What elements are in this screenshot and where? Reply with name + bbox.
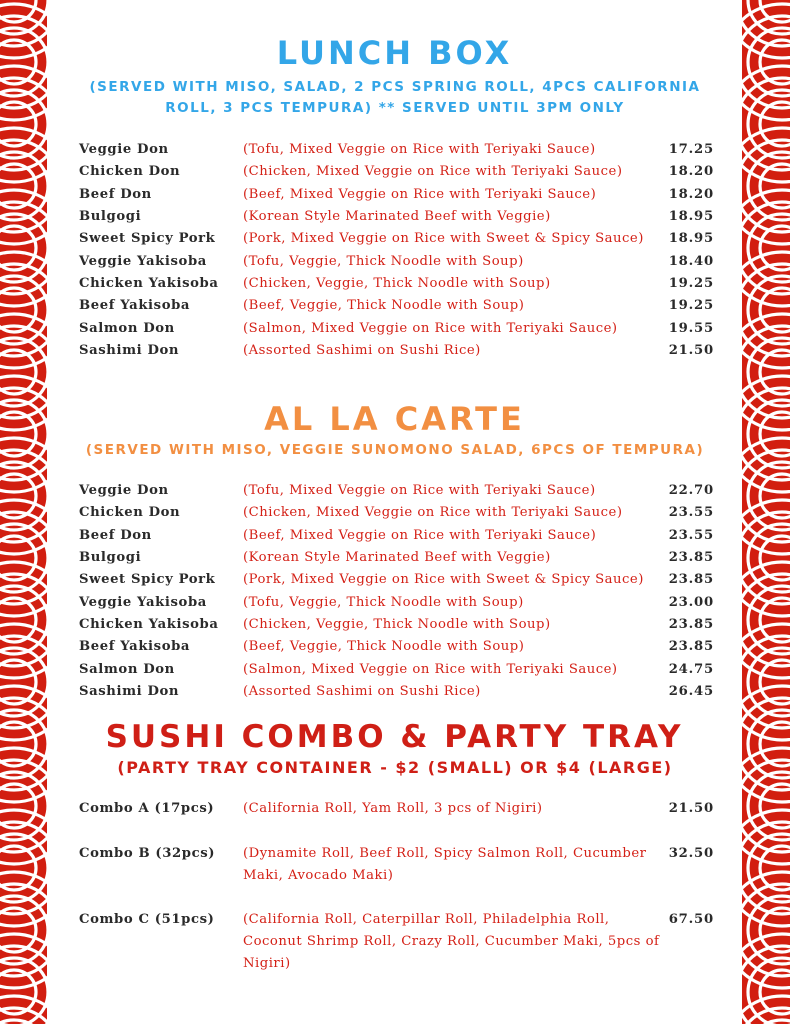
menu-item-name: Veggie Yakisoba bbox=[79, 253, 207, 269]
menu-item-name: Chicken Yakisoba bbox=[79, 276, 219, 292]
menu-item-description: (Beef, Veggie, Thick Noodle with Soup) bbox=[243, 639, 525, 655]
menu-item-price: 24.75 bbox=[668, 661, 714, 677]
menu-item-row bbox=[79, 206, 714, 228]
combo-item-price: 32.50 bbox=[668, 846, 714, 861]
menu-item-price: 18.20 bbox=[668, 186, 714, 202]
menu-item-description: (Salmon, Mixed Veggie on Rice with Teriyaki Sauce) bbox=[243, 320, 618, 336]
menu-item-row bbox=[79, 502, 714, 524]
menu-item-description: (Tofu, Mixed Veggie on Rice with Teriyaki Sauce) bbox=[243, 142, 596, 157]
menu-item-row bbox=[79, 139, 714, 161]
menu-item-description: (Salmon, Mixed Veggie on Rice with Teriyaki Sauce) bbox=[243, 661, 618, 677]
menu-item-description: (Assorted Sashimi on Sushi Rice) bbox=[243, 343, 481, 359]
menu-item-name: Veggie Yakisoba bbox=[79, 594, 207, 610]
menu-item-price: 21.50 bbox=[668, 343, 714, 359]
menu-item-name: Beef Don bbox=[79, 527, 152, 543]
menu-item-description: (Beef, Mixed Veggie on Rice with Teriyaki Sauce) bbox=[243, 186, 597, 202]
menu-item-row bbox=[79, 295, 714, 317]
menu-item-row bbox=[79, 614, 714, 636]
menu-item-row bbox=[79, 273, 714, 295]
menu-item-price: 17.25 bbox=[668, 142, 714, 157]
menu-item-name: Veggie Don bbox=[79, 483, 169, 498]
menu-item-name: Bulgogi bbox=[79, 550, 142, 566]
menu-item-price: 23.85 bbox=[668, 639, 714, 655]
menu-item-name: Salmon Don bbox=[79, 320, 175, 336]
combo-item-price: 67.50 bbox=[668, 912, 714, 927]
combo-item-price: 21.50 bbox=[668, 801, 714, 816]
menu-item-row bbox=[79, 340, 714, 362]
menu-item-name: Sashimi Don bbox=[79, 343, 180, 359]
a-la-carte-subtitle: (SERVED WITH MISO, VEGGIE SUNOMONO SALAD, 6PCS OF TEMPURA) bbox=[85, 442, 705, 458]
wave-pattern-right bbox=[742, 0, 790, 1024]
left-wave-border bbox=[0, 0, 47, 1024]
combo-item-name: Combo B (32pcs) bbox=[79, 846, 216, 861]
menu-item-description: (Beef, Mixed Veggie on Rice with Teriyaki Sauce) bbox=[243, 527, 597, 543]
menu-item-price: 23.55 bbox=[668, 527, 714, 543]
menu-item-row bbox=[79, 184, 714, 206]
menu-item-row bbox=[79, 480, 714, 502]
menu-item-row bbox=[79, 161, 714, 183]
menu-item-name: Salmon Don bbox=[79, 661, 175, 677]
menu-item-description: (Tofu, Veggie, Thick Noodle with Soup) bbox=[243, 253, 524, 269]
combo-item-name: Combo A (17pcs) bbox=[79, 801, 215, 816]
sushi-combo-title: SUSHI COMBO & PARTY TRAY bbox=[105, 719, 684, 755]
menu-item-name: Sweet Spicy Pork bbox=[79, 572, 216, 588]
menu-item-description: (Chicken, Mixed Veggie on Rice with Teriyaki Sauce) bbox=[243, 164, 623, 180]
menu-item-price: 26.45 bbox=[668, 684, 714, 700]
menu-item-row bbox=[79, 636, 714, 658]
menu-item-description: (Chicken, Mixed Veggie on Rice with Teriyaki Sauce) bbox=[243, 505, 623, 521]
menu-item-row bbox=[79, 318, 714, 340]
menu-item-name: Beef Yakisoba bbox=[79, 298, 191, 314]
menu-item-row bbox=[79, 228, 714, 250]
menu-item-description: (Tofu, Mixed Veggie on Rice with Teriyaki Sauce) bbox=[243, 483, 596, 498]
menu-item-name: Chicken Yakisoba bbox=[79, 617, 219, 633]
menu-item-name: Bulgogi bbox=[79, 209, 142, 225]
combo-item-name: Combo C (51pcs) bbox=[79, 912, 215, 927]
menu-item-row bbox=[79, 525, 714, 547]
menu-item-name: Sashimi Don bbox=[79, 684, 180, 700]
menu-item-name: Beef Don bbox=[79, 186, 152, 202]
a-la-carte-title: AL LA CARTE bbox=[264, 400, 525, 438]
menu-item-name: Veggie Don bbox=[79, 142, 169, 157]
menu-item-name: Chicken Don bbox=[79, 164, 181, 180]
menu-item-description: (Assorted Sashimi on Sushi Rice) bbox=[243, 684, 481, 700]
menu-item-price: 18.95 bbox=[668, 231, 714, 247]
menu-item-row bbox=[79, 569, 714, 591]
menu-item-price: 23.85 bbox=[668, 617, 714, 633]
menu-item-row bbox=[79, 547, 714, 569]
wave-pattern-left bbox=[0, 0, 47, 1024]
combo-item-description: (California Roll, Yam Roll, 3 pcs of Nigiri) bbox=[243, 801, 543, 816]
menu-item-description: (Pork, Mixed Veggie on Rice with Sweet & Spicy Sauce) bbox=[243, 231, 644, 247]
menu-item-description: (Pork, Mixed Veggie on Rice with Sweet & Spicy Sauce) bbox=[243, 572, 644, 588]
menu-item-name: Sweet Spicy Pork bbox=[79, 231, 216, 247]
lunch-box-title: LUNCH BOX bbox=[276, 34, 513, 72]
lunch-box-subtitle-line2: ROLL, 3 PCS TEMPURA) ** SERVED UNTIL 3PM ONLY bbox=[165, 100, 625, 116]
menu-item-price: 19.25 bbox=[668, 298, 714, 314]
menu-item-row bbox=[79, 592, 714, 614]
menu-item-price: 19.25 bbox=[668, 276, 714, 292]
lunch-box-subtitle-line1: (SERVED WITH MISO, SALAD, 2 PCS SPRING ROLL, 4PCS CALIFORNIA bbox=[89, 79, 701, 95]
menu-item-name: Beef Yakisoba bbox=[79, 639, 191, 655]
menu-item-price: 22.70 bbox=[668, 483, 714, 498]
lunch-box-subtitle bbox=[80, 77, 710, 119]
wave-arc bbox=[748, 1020, 790, 1024]
menu-item-description: (Chicken, Veggie, Thick Noodle with Soup) bbox=[243, 276, 551, 292]
menu-item-row bbox=[79, 681, 714, 703]
menu-item-name: Chicken Don bbox=[79, 505, 181, 521]
menu-item-row bbox=[79, 659, 714, 681]
right-wave-border bbox=[742, 0, 790, 1024]
sushi-combo-subtitle: (PARTY TRAY CONTAINER - $2 (SMALL) OR $4 (LARGE) bbox=[117, 758, 673, 777]
combo-item-description: (Dynamite Roll, Beef Roll, Spicy Salmon Roll, Cucumber Maki, Avocado Maki) bbox=[243, 846, 647, 883]
menu-item-description: (Tofu, Veggie, Thick Noodle with Soup) bbox=[243, 594, 524, 610]
menu-item-price: 19.55 bbox=[668, 320, 714, 336]
menu-item-description: (Korean Style Marinated Beef with Veggie) bbox=[243, 209, 551, 225]
menu-item-price: 18.95 bbox=[668, 209, 714, 225]
menu-item-price: 23.85 bbox=[668, 550, 714, 566]
menu-item-price: 23.55 bbox=[668, 505, 714, 521]
menu-item-description: (Korean Style Marinated Beef with Veggie) bbox=[243, 550, 551, 566]
menu-item-description: (Chicken, Veggie, Thick Noodle with Soup) bbox=[243, 617, 551, 633]
menu-item-row bbox=[79, 251, 714, 273]
menu-item-price: 23.85 bbox=[668, 572, 714, 588]
menu-item-price: 23.00 bbox=[668, 594, 714, 610]
menu-item-description: (Beef, Veggie, Thick Noodle with Soup) bbox=[243, 298, 525, 314]
menu-item-price: 18.40 bbox=[668, 253, 714, 269]
menu-item-price: 18.20 bbox=[668, 164, 714, 180]
combo-item-description: (California Roll, Caterpillar Roll, Philadelphia Roll, Coconut Shrimp Roll, Crazy Roll, Cucumber Maki, 5pcs of Nigiri) bbox=[243, 912, 660, 971]
